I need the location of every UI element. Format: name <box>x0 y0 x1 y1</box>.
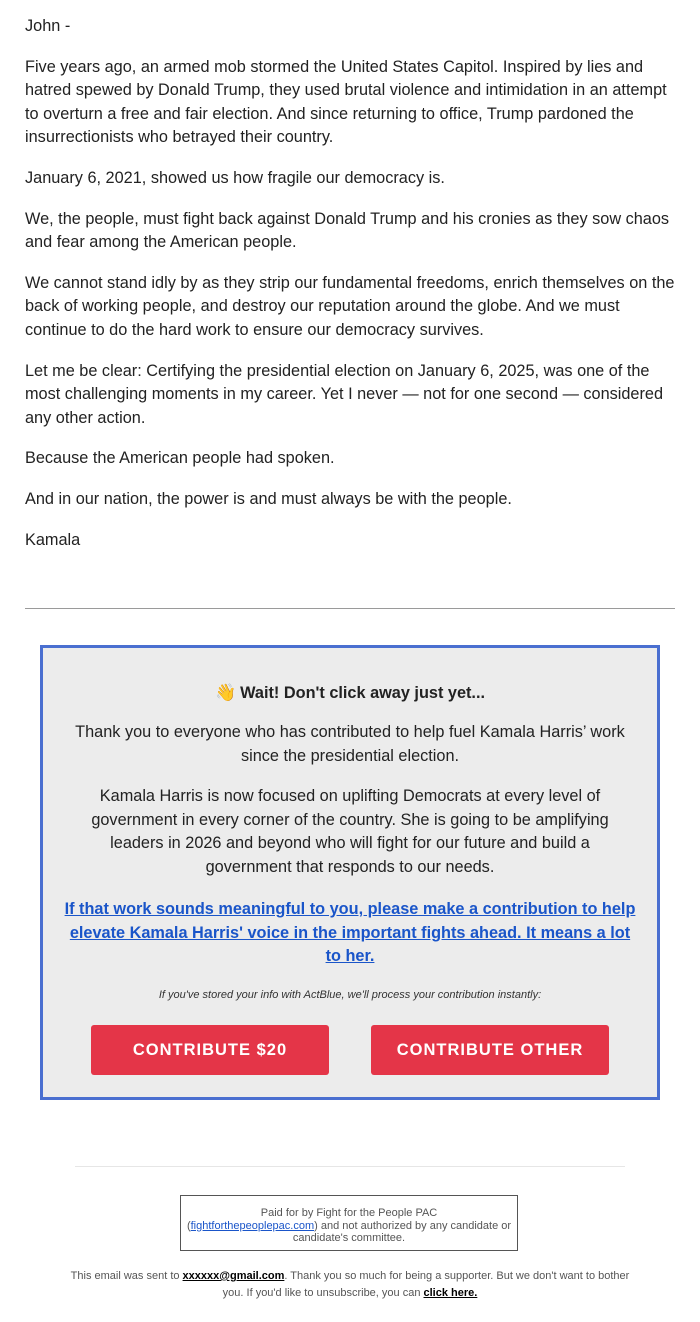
donation-heading-text: Wait! Don't click away just yet... <box>240 684 485 702</box>
footer-divider <box>75 1166 625 1167</box>
disclaimer-rest: ) and not authorized by any candidate or candidate's committee. <box>292 1219 512 1244</box>
thanks-text: Thank you to everyone who has contributed to help fuel Kamala Harris’ work since the presidential election. <box>75 723 625 765</box>
section-divider <box>25 608 675 609</box>
paid-for-line: Paid for by Fight for the People PAC <box>260 1207 438 1219</box>
recipient-email[interactable]: xxxxxx@gmail.com <box>182 1270 285 1282</box>
footer-thanks-text: . Thank you so much for being a supporter. But we don't want to bother you. If you'd like to unsubscribe, you can <box>222 1270 630 1299</box>
pac-site-link[interactable]: fightforthepeoplepac.com <box>190 1219 315 1232</box>
letter-paragraph: Let me be clear: Certifying the presidential election on January 6, 2025, was one of the most challenging moments in my career. Yet I never — not for one second — considered any other action. <box>25 361 664 427</box>
paid-for-disclaimer <box>180 1195 518 1251</box>
letter-paragraph: Because the American people had spoken. <box>25 449 335 468</box>
letter-paragraph: And in our nation, the power is and must always be with the people. <box>25 489 512 508</box>
greeting: John - <box>25 17 71 35</box>
sent-to-text: This email was sent to <box>70 1270 183 1282</box>
actblue-note: If you've stored your info with ActBlue, we'll process your contribution instantly: <box>158 989 542 1001</box>
contribute-other-button[interactable]: CONTRIBUTE OTHER <box>371 1025 609 1075</box>
focus-text: Kamala Harris is now focused on uplifting Democrats at every level of government in every corner of the country. She is going to be amplifying leaders in 2026 and beyond who will fight for our future and build a government that responds to our needs. <box>91 787 609 876</box>
contribute-20-button[interactable]: CONTRIBUTE $20 <box>91 1025 329 1075</box>
letter-paragraph: We cannot stand idly by as they strip our fundamental freedoms, enrich themselves on the back of working people, and destroy our reputation around the globe. And we must continue to do the hard work to ensure our democracy survives. <box>25 273 675 339</box>
letter-body <box>25 15 677 569</box>
letter-paragraph: Five years ago, an armed mob stormed the United States Capitol. Inspired by lies and hatred spewed by Donald Trump, they used brutal violence and intimidation in an attempt to overturn a free and fair election. And since returning to office, Trump pardoned the insurrectionists who betrayed their country. <box>25 57 667 147</box>
contribution-link[interactable]: If that work sounds meaningful to you, please make a contribution to help elevate Kamala Harris' voice in the important fights ahead. It means a lot to her. <box>64 900 636 966</box>
email-footer <box>60 1268 640 1302</box>
signature: Kamala <box>25 530 81 549</box>
paren-open: ( <box>186 1219 191 1232</box>
letter-paragraph: We, the people, must fight back against Donald Trump and his cronies as they sow chaos and fear among the American people. <box>25 209 670 252</box>
donation-heading <box>43 683 657 703</box>
letter-paragraph: January 6, 2021, showed us how fragile our democracy is. <box>25 168 445 187</box>
donation-box <box>40 645 660 1100</box>
unsubscribe-link[interactable]: click here. <box>423 1287 478 1299</box>
waving-hand-icon: 👋 <box>214 683 237 702</box>
